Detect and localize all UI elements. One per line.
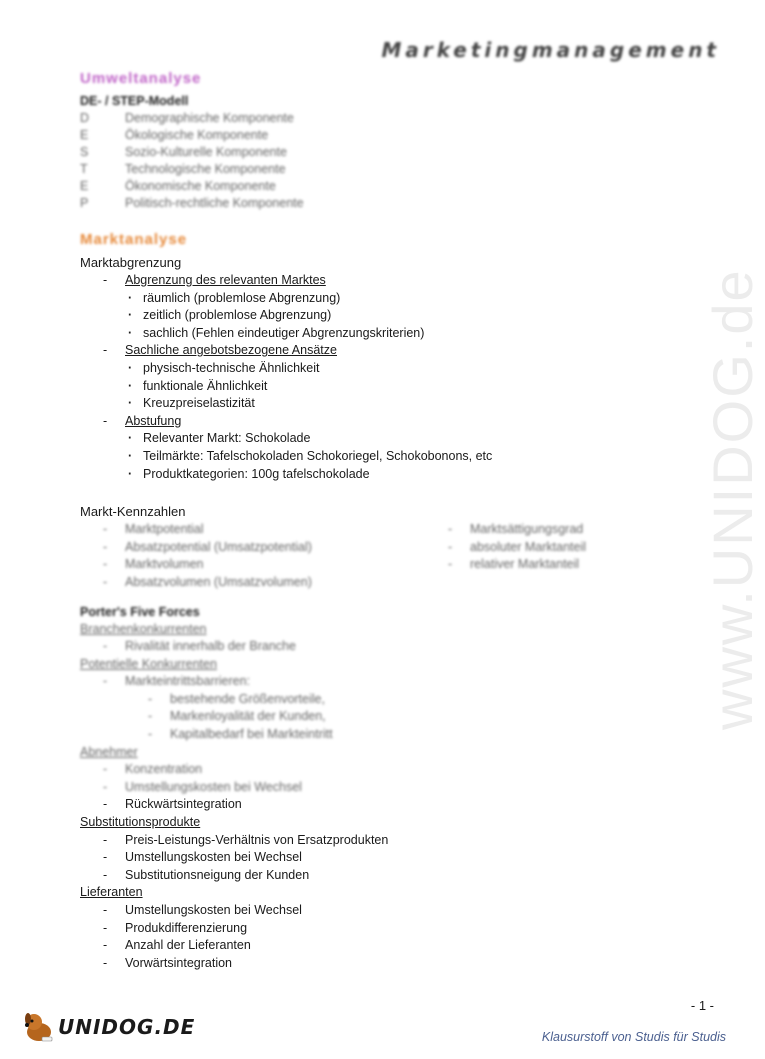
kennzahlen-right xyxy=(425,522,675,592)
list-item: - Marktsättigungsgrad xyxy=(425,522,675,540)
pest-block xyxy=(80,94,700,213)
list-item: - absoluter Marktanteil xyxy=(425,540,675,558)
list-item: - Abstufung xyxy=(80,414,700,432)
list-item: - Absatzpotential (Umsatzpotential) xyxy=(80,540,425,558)
list-item: - Markteintrittsbarrieren: xyxy=(80,674,700,692)
list-item: · räumlich (problemlose Abgrenzung) xyxy=(80,291,700,309)
logo-text: UNIDOG.DE xyxy=(58,1015,196,1039)
list-item: · Produktkategorien: 100g tafelschokolade xyxy=(80,467,700,485)
list-item: - Umstellungskosten bei Wechsel xyxy=(80,903,700,921)
section-title-marktanalyse: Marktanalyse xyxy=(80,231,188,248)
list-item: - Vorwärtsintegration xyxy=(80,956,700,974)
list-item: - relativer Marktanteil xyxy=(425,557,675,575)
list-item: - Marktpotential xyxy=(80,522,425,540)
porter-abnehmer-label: Abnehmer xyxy=(80,744,138,759)
pest-row: S Sozio-Kulturelle Komponente xyxy=(80,145,287,159)
porter-potentielle-label: Potentielle Konkurrenten xyxy=(80,656,217,671)
list-item: - Anzahl der Lieferanten xyxy=(80,938,700,956)
pest-row: D Demographische Komponente xyxy=(80,111,294,125)
pest-row: E Ökonomische Komponente xyxy=(80,179,276,193)
page-number: - 1 - xyxy=(690,998,714,1013)
porter-branchen-label: Branchenkonkurrenten xyxy=(80,621,207,636)
unidog-logo xyxy=(22,1010,195,1044)
list-item: - Sachliche angebotsbezogene Ansätze xyxy=(80,343,700,361)
footer-slogan: Klausurstoff von Studis für Studis xyxy=(541,1030,726,1044)
porter-substitution-label: Substitutionsprodukte xyxy=(80,815,201,830)
list-item: · sachlich (Fehlen eindeutiger Abgrenzungskriterien) xyxy=(80,326,700,344)
list-item: - Umstellungskosten bei Wechsel xyxy=(80,850,700,868)
pest-model-title: DE- / STEP-Modell xyxy=(80,94,189,108)
heading-markt-kennzahlen: Markt-Kennzahlen xyxy=(80,504,186,520)
list-item: - Absatzvolumen (Umsatzvolumen) xyxy=(80,575,425,593)
porter-blurred-block xyxy=(80,605,700,798)
list-item: - Konzentration xyxy=(80,762,700,780)
watermark: www.UNIDOG.de xyxy=(701,268,764,730)
list-item: - Produkdifferenzierung xyxy=(80,921,700,939)
section-title-umweltanalyse: Umweltanalyse xyxy=(80,70,202,87)
list-item: · Teilmärkte: Tafelschokoladen Schokoriegel, Schokobonons, etc xyxy=(80,449,700,467)
list-item: · physisch-technische Ähnlichkeit xyxy=(80,361,700,379)
list-item: - bestehende Größenvorteile, xyxy=(80,692,700,710)
list-item: - Substitutionsneigung der Kunden xyxy=(80,868,700,886)
list-item: - Umstellungskosten bei Wechsel xyxy=(80,780,700,798)
list-item: - Preis-Leistungs-Verhältnis von Ersatzprodukten xyxy=(80,833,700,851)
kennzahlen-left xyxy=(80,522,425,592)
list-item: - Marktvolumen xyxy=(80,557,425,575)
list-item: · zeitlich (problemlose Abgrenzung) xyxy=(80,308,700,326)
list-item: · funktionale Ähnlichkeit xyxy=(80,379,700,397)
list-item: - Kapitalbedarf bei Markteintritt xyxy=(80,727,700,745)
pest-row: E Ökologische Komponente xyxy=(80,128,269,142)
page-header-title: Marketingmanagement xyxy=(381,38,720,62)
kennzahlen-columns xyxy=(80,522,700,592)
list-item: - Rückwärtsintegration xyxy=(80,797,700,815)
list-item: · Kreuzpreiselastizität xyxy=(80,396,700,414)
list-item: - Abgrenzung des relevanten Marktes xyxy=(80,273,700,291)
list-item: · Relevanter Markt: Schokolade xyxy=(80,431,700,449)
heading-marktabgrenzung: Marktabgrenzung xyxy=(80,255,182,270)
dog-mascot-icon xyxy=(22,1010,56,1044)
list-item: - Markenloyalität der Kunden, xyxy=(80,709,700,727)
list-item: - Rivalität innerhalb der Branche xyxy=(80,639,700,657)
heading-porter: Porter's Five Forces xyxy=(80,604,200,619)
document-body xyxy=(80,70,700,973)
pest-row: T Technologische Komponente xyxy=(80,162,286,176)
porter-lieferanten-label: Lieferanten xyxy=(80,885,143,900)
pest-row: P Politisch-rechtliche Komponente xyxy=(80,196,304,210)
